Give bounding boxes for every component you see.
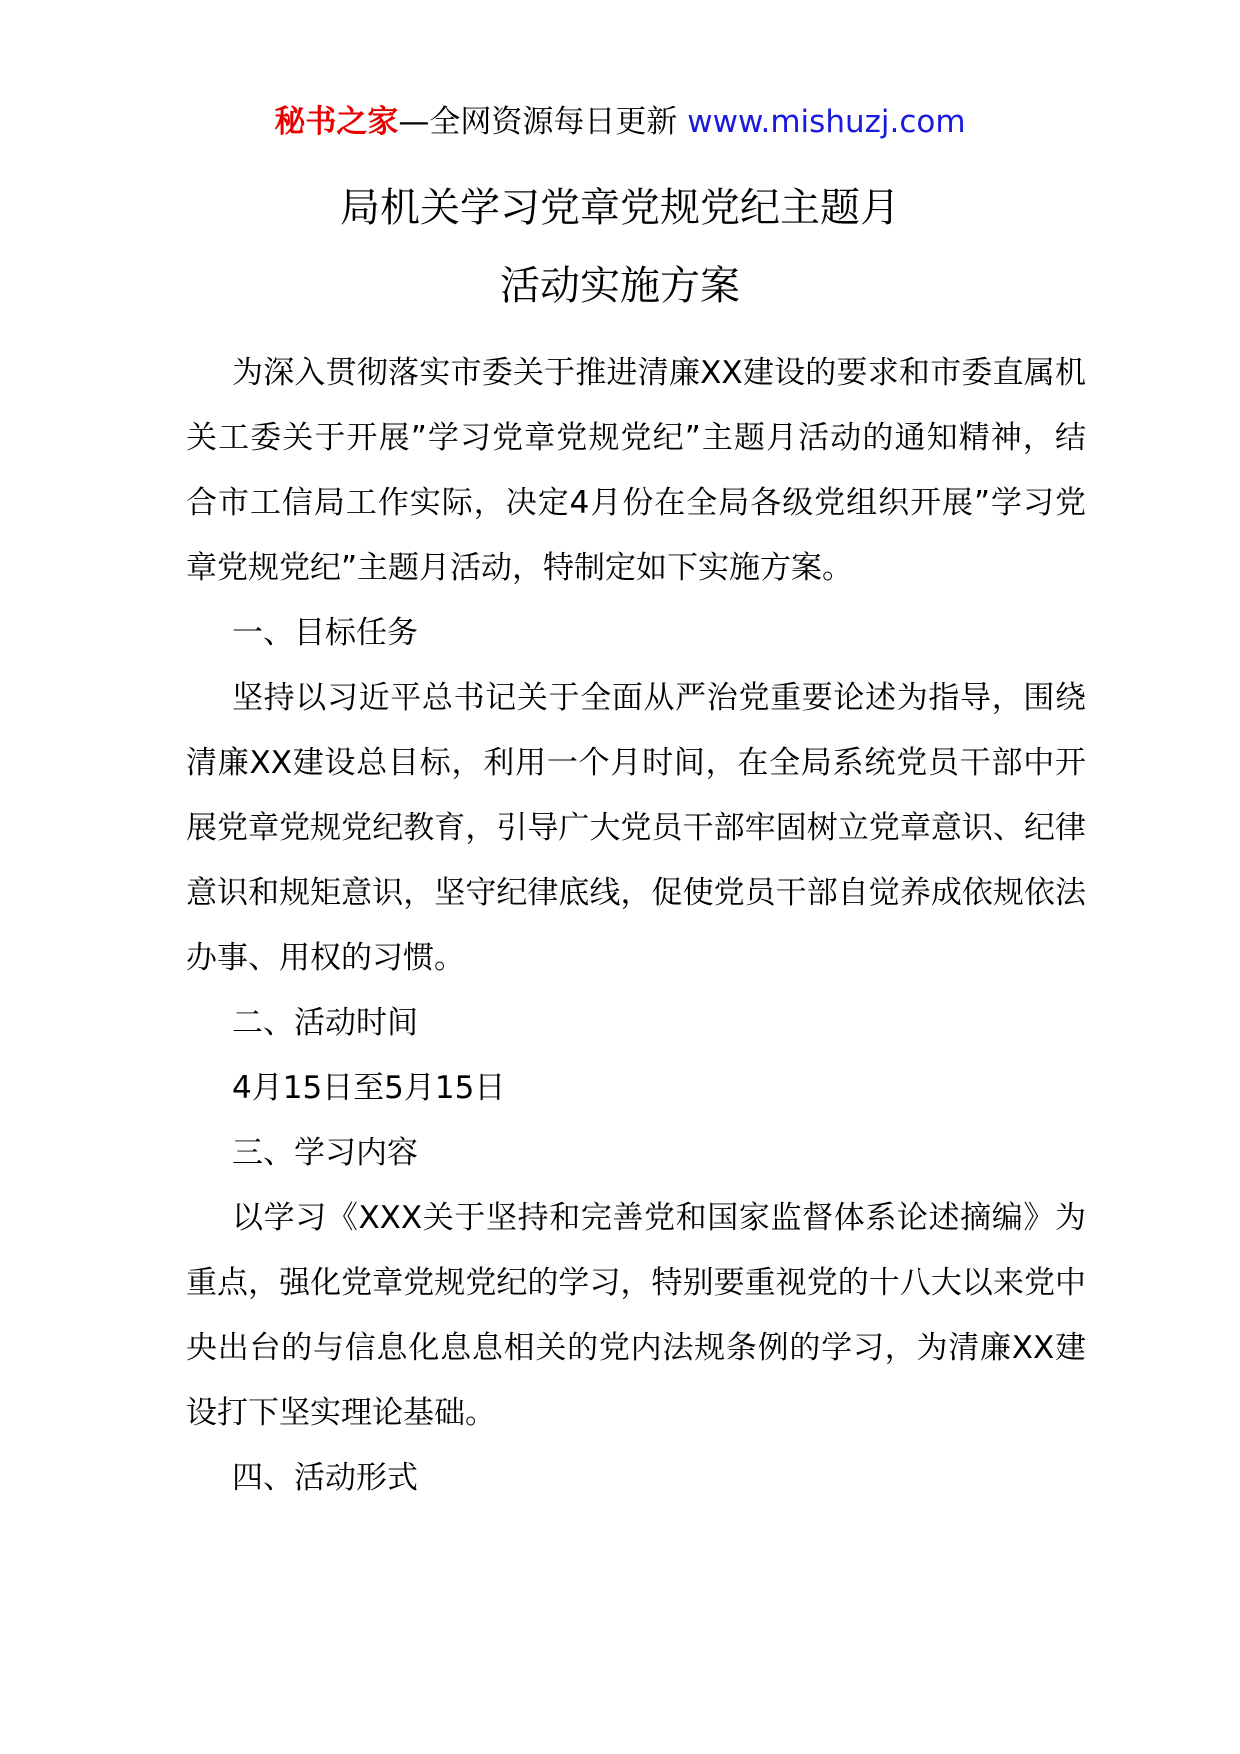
- section-heading-time: 二、活动时间: [232, 1005, 418, 1041]
- site-header: [0, 100, 1240, 144]
- time-paragraph: 4月15日至5月15日: [232, 1070, 506, 1106]
- site-url-link[interactable]: www.mishuzj.com: [687, 104, 966, 140]
- document-body: [186, 341, 1086, 1511]
- header-tagline: —全网资源每日更新: [398, 104, 678, 140]
- intro-paragraph: 为深入贯彻落实市委关于推进清廉XX建设的要求和市委直属机关工委关于开展”学习党章党规党纪”主题月活动的通知精神，结合市工信局工作实际，决定4月份在全局各级党组织开展”学习党章党规党纪”主题月活动，特制定如下实施方案。: [186, 355, 1086, 586]
- content-paragraph: 以学习《XXX关于坚持和完善党和国家监督体系论述摘编》为重点，强化党章党规党纪的学习，特别要重视党的十八大以来党中央出台的与信息化息息相关的党内法规条例的学习，为清廉XX建设打下坚实理论基础。: [186, 1200, 1086, 1431]
- document-title-line1: 局机关学习党章党规党纪主题月: [340, 185, 900, 231]
- section-heading-content: 三、学习内容: [232, 1135, 418, 1171]
- section-heading-goals: 一、目标任务: [232, 615, 418, 651]
- goals-paragraph: 坚持以习近平总书记关于全面从严治党重要论述为指导，围绕清廉XX建设总目标，利用一个月时间，在全局系统党员干部中开展党章党规党纪教育，引导广大党员干部牢固树立党章意识、纪律意识和规矩意识，坚守纪律底线，促使党员干部自觉养成依规依法办事、用权的习惯。: [186, 680, 1086, 976]
- section-heading-form: 四、活动形式: [232, 1460, 418, 1496]
- document-title-line2: 活动实施方案: [500, 263, 740, 309]
- brand-name: 秘书之家: [274, 104, 399, 140]
